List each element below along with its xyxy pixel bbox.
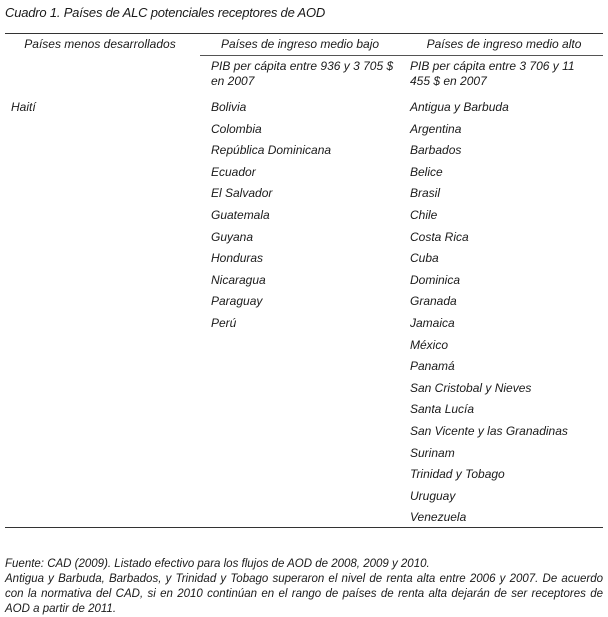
footnote: Antigua y Barbuda, Barbados, y Trinidad y Tobago superaron el nivel de renta alta entre 2006 y 2007. De acuerdo con la normativa del CAD, si en 2010 continúan en el rango de países de renta alta dejarán de ser receptores de AOD a partir de 2011.	[5, 573, 603, 615]
country-item: México	[410, 337, 449, 352]
header-upper-middle-income: Países de ingreso medio alto	[426, 37, 582, 51]
country-item: Perú	[211, 315, 237, 330]
country-item: Santa Lucía	[410, 402, 475, 417]
bottom-rule	[5, 527, 603, 528]
country-item: República Dominicana	[211, 143, 332, 158]
header-lower-middle-income: Países de ingreso medio bajo	[220, 37, 380, 51]
country-item: Ecuador	[211, 164, 256, 179]
header-least-developed: Países menos desarrollados	[24, 37, 176, 51]
country-item: Cuba	[410, 251, 439, 266]
column-least-developed	[11, 97, 36, 119]
column-lower-middle-income	[211, 97, 331, 335]
country-item: Honduras	[211, 251, 264, 266]
country-item: Granada	[410, 294, 457, 309]
country-item: Antigua y Barbuda	[410, 100, 509, 114]
country-item: Barbados	[410, 143, 462, 158]
subheader-lower-middle-income: PIB per cápita entre 936 y 3 705 $ en 2007	[211, 59, 394, 88]
source-note: Fuente: CAD (2009). Listado efectivo para los flujos de AOD de 2008, 2009 y 2010.	[5, 558, 430, 570]
country-item: Guatemala	[211, 207, 270, 222]
country-item: Argentina	[410, 121, 462, 136]
country-item: Brasil	[410, 186, 441, 201]
country-item: Panamá	[410, 359, 455, 374]
country-item: Nicaragua	[211, 272, 266, 287]
column-upper-middle-income	[410, 97, 568, 529]
country-item: San Vicente y las Granadinas	[410, 423, 568, 438]
country-item: Chile	[410, 207, 438, 222]
country-item: Trinidad y Tobago	[410, 467, 505, 482]
country-item: Jamaica	[410, 315, 455, 330]
country-item: Haití	[11, 100, 36, 114]
table-notes	[5, 557, 603, 617]
country-item: Colombia	[211, 121, 262, 136]
top-rule	[5, 33, 603, 34]
country-item: Costa Rica	[410, 229, 469, 244]
country-item: Venezuela	[410, 510, 467, 525]
country-item: Guyana	[211, 229, 254, 244]
country-item: El Salvador	[211, 186, 273, 201]
country-item: Belice	[410, 164, 443, 179]
header-divider	[200, 55, 603, 56]
country-item: San Cristobal y Nieves	[410, 380, 532, 395]
country-item: Paraguay	[211, 294, 263, 309]
subheader-upper-middle-income: PIB per cápita entre 3 706 y 11 455 $ en 2007	[410, 59, 575, 88]
country-item: Bolivia	[211, 100, 247, 114]
country-item: Uruguay	[410, 488, 456, 503]
country-item: Dominica	[410, 272, 461, 287]
country-item: Surinam	[410, 445, 455, 460]
table-caption: Cuadro 1. Países de ALC potenciales receptores de AOD	[5, 5, 326, 20]
